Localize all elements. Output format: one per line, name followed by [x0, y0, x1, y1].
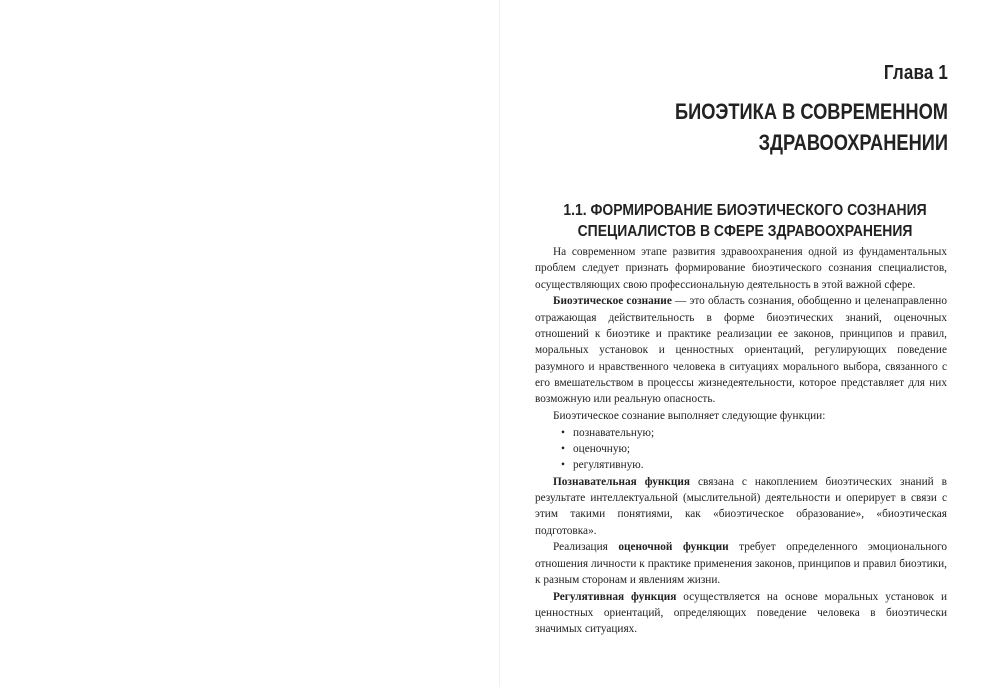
list-item: • регулятивную. [535, 457, 947, 473]
list-item: • оценочную; [535, 441, 947, 457]
paragraph-evaluative-function: Реализация оценочной функции требует определенного эмоционального отношения личности к практике применения законов, принципов и правил биоэтики, к разным сторонам и явлениям жизни. [535, 541, 947, 586]
term-regulative-function: Регулятивная функция [553, 590, 677, 603]
term-cognitive-function: Познавательная функция [553, 475, 691, 488]
bullet-icon: • [561, 443, 565, 456]
functions-list [535, 425, 947, 474]
paragraph-cognitive-function: Познавательная функция связана с накоплением биоэтических знаний в результате интеллектуальной (мыслительной) деятельности и оперирует в связи с этим такими понятиями, как «биоэтическое образование», «биоэтическая подготовка». [535, 475, 947, 537]
chapter-title-line-2: ЗДРАВООХРАНЕНИИ [758, 130, 948, 155]
chapter-title [593, 96, 948, 158]
paragraph-regulative-function: Регулятивная функция осуществляется на основе моральных установок и ценностных ориентаций, определяющих поведение человека в биоэтически значимых ситуациях. [535, 590, 947, 636]
list-item: • познавательную; [535, 425, 947, 441]
paragraph-intro: На современном этапе развития здравоохранения одной из фундаментальных проблем следует признать формирование биоэтического сознания специалистов, осуществляющих свою профессиональную деятельность в этой важной сфере. [535, 246, 947, 291]
body-text [535, 244, 947, 638]
chapter-label: Глава 1 [883, 62, 948, 84]
paragraph-functions-intro: Биоэтическое сознание выполняет следующие функции: [553, 409, 826, 422]
chapter-title-line-1: БИОЭТИКА В СОВРЕМЕННОМ [674, 99, 948, 124]
bullet-icon: • [561, 459, 565, 472]
section-title [556, 200, 934, 242]
definition-text: — это область сознания, обобщенно и целенаправленно отражающая действительность в форме биоэтических знаний, оценочных отношений к биоэтике и практике реализации ее законов, принципов и правил, моральных установок и ценностных ориентаций, регулирующих поведение разумного и нравственного человека в ситуациях морального выбора, связанного с его вмешательством в процессы жизнедеятельности, которое представляет для них возможную или реальную опасность. [535, 295, 948, 406]
paragraph-definition [535, 293, 947, 407]
term-bioethical-consciousness: Биоэтическое сознание [553, 295, 672, 308]
term-evaluative-function: оценочной функции [618, 541, 729, 554]
section-title-line-2: СПЕЦИАЛИСТОВ В СФЕРЕ ЗДРАВООХРАНЕНИЯ [577, 223, 913, 240]
bullet-icon: • [561, 426, 565, 439]
section-title-line-1: 1.1. ФОРМИРОВАНИЕ БИОЭТИЧЕСКОГО СОЗНАНИЯ [563, 202, 927, 219]
